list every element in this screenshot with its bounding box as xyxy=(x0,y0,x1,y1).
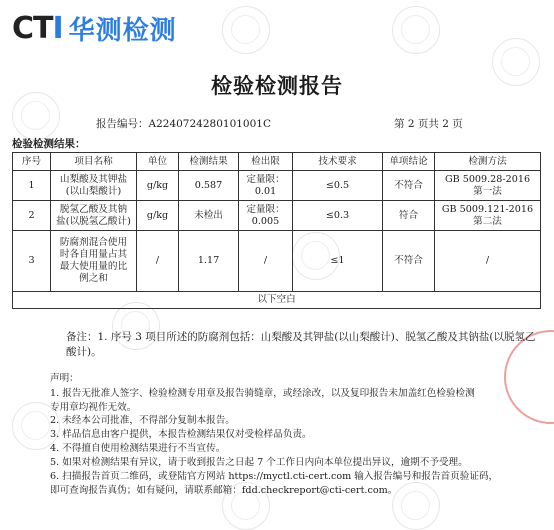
results-table xyxy=(12,152,541,309)
declaration-item: 4. 不得擅自使用检测结果进行不当宣传。 xyxy=(50,443,226,455)
watermark-seal xyxy=(222,6,270,54)
table-footer-row xyxy=(13,292,541,309)
cell-item: 脱氢乙酸及其钠 盐(以脱氢乙酸计) xyxy=(51,201,137,231)
table-row xyxy=(13,171,541,201)
cell-conclusion: 不符合 xyxy=(383,171,435,201)
page-info: 第 2 页共 2 页 xyxy=(394,118,463,130)
col-header: 单位 xyxy=(137,153,179,171)
company-logo xyxy=(12,8,177,48)
declaration-item: 2. 未经本公司批准，不得部分复制本报告。 xyxy=(50,415,235,427)
logo-text: 华测检测 xyxy=(68,15,177,46)
cell-requirement: ≤0.5 xyxy=(293,171,383,201)
cell-unit: g/kg xyxy=(137,171,179,201)
watermark-seal xyxy=(392,6,440,54)
declaration-item: 1. 报告无批准人签字、检验检测专用章及报告骑缝章，或经涂改，以及复印报告未加盖红色检验检测 专用章均视作无效。 xyxy=(50,387,475,413)
declaration-item: 3. 样品信息由客户提供，本报告检测结果仅对受检样品负责。 xyxy=(50,429,312,441)
table-header-row xyxy=(13,153,541,171)
table-row xyxy=(13,201,541,231)
cell-method: / xyxy=(435,231,541,292)
cell-unit: g/kg xyxy=(137,201,179,231)
col-header: 序号 xyxy=(13,153,51,171)
cell-conclusion: 不符合 xyxy=(383,231,435,292)
col-header: 检测方法 xyxy=(435,153,541,171)
cell-result: 0.587 xyxy=(179,171,239,201)
cell-conclusion: 符合 xyxy=(383,201,435,231)
logo-mark: CTI xyxy=(12,10,63,46)
declaration-heading: 声明： xyxy=(50,373,79,384)
cell-no: 1 xyxy=(13,171,51,201)
cell-item: 山梨酸及其钾盐 (以山梨酸计) xyxy=(51,171,137,201)
cell-unit: / xyxy=(137,231,179,292)
cell-limit: 定量限： 0.005 xyxy=(239,201,293,231)
cell-limit: 定量限： 0.01 xyxy=(239,171,293,201)
cell-requirement: ≤0.3 xyxy=(293,201,383,231)
col-header: 单项结论 xyxy=(383,153,435,171)
declaration-item: 6. 扫描报告首页二维码，或登陆官方网站 https://myctl.cti-cert.com 输入报告编号和报告首页验证码， 即可查询报告真伪；如有疑问，请联系邮箱：fdd.checkreport@cti-cert.com。 xyxy=(50,470,499,496)
col-header: 项目名称 xyxy=(51,153,137,171)
col-header: 检出限 xyxy=(239,153,293,171)
report-number: 报告编号：A2240724280101001C xyxy=(96,118,272,130)
cell-no: 2 xyxy=(13,201,51,231)
col-header: 技术要求 xyxy=(293,153,383,171)
remarks: 备注：1. 序号 3 项目所述的防腐剂包括：山梨酸及其钾盐(以山梨酸计)、脱氢乙酸及其钠盐(以脱氢乙酸计)。 xyxy=(66,331,536,358)
cell-requirement: ≤1 xyxy=(293,231,383,292)
col-header: 检测结果 xyxy=(179,153,239,171)
cell-result: 未检出 xyxy=(179,201,239,231)
declaration-item: 5. 如果对检测结果有异议，请于收到报告之日起 7 个工作日内向本单位提出异议，逾期不予受理。 xyxy=(50,456,468,468)
cell-method: GB 5009.28-2016 第一法 xyxy=(435,171,541,201)
table-end-note: 以下空白 xyxy=(13,292,541,309)
declaration xyxy=(50,372,530,497)
table-row xyxy=(13,231,541,292)
results-label: 检验检测结果： xyxy=(12,138,86,150)
report-title: 检验检测报告 xyxy=(211,73,343,98)
cell-item: 防腐剂混合使用 时各自用量占其 最大使用量的比 例之和 xyxy=(51,231,137,292)
cell-limit: / xyxy=(239,231,293,292)
cell-method: GB 5009.121-2016 第二法 xyxy=(435,201,541,231)
cell-no: 3 xyxy=(13,231,51,292)
cell-result: 1.17 xyxy=(179,231,239,292)
